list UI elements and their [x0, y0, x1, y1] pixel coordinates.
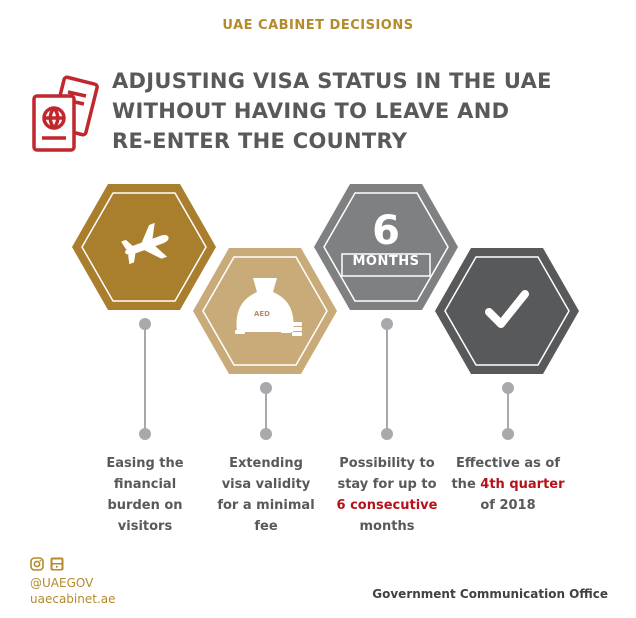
- caption-line: of 2018: [480, 498, 536, 513]
- caption-financial-burden: [85, 453, 205, 537]
- header-label: UAE CABINET DECISIONS: [222, 18, 414, 33]
- caption-line: Effective as of: [455, 456, 561, 471]
- caption-highlight: 6 consecutive: [336, 498, 438, 513]
- caption-line: Extending: [229, 456, 303, 471]
- caption-six-months: [327, 453, 447, 537]
- connector-dot: [381, 428, 393, 440]
- title-line: WITHOUT HAVING TO LEAVE AND: [112, 99, 510, 123]
- caption-line: financial: [113, 477, 177, 492]
- caption-line: visa validity: [221, 477, 311, 492]
- connector-line: [144, 324, 146, 434]
- caption-highlight: 4th quarter: [480, 477, 565, 492]
- title-line: RE-ENTER THE COUNTRY: [112, 129, 408, 153]
- months-number: 6: [372, 208, 400, 254]
- social-handle[interactable]: @UAEGOV: [30, 576, 94, 590]
- caption-line: [448, 474, 568, 495]
- connector-dot: [260, 428, 272, 440]
- caption-line: visitors: [117, 519, 173, 534]
- website-link[interactable]: uaecabinet.ae: [30, 592, 116, 606]
- caption-visa-validity: [206, 453, 326, 537]
- social-icons: [30, 557, 64, 571]
- connector-line: [386, 324, 388, 434]
- caption-line: for a minimal: [217, 498, 315, 513]
- page-title: [112, 66, 612, 156]
- caption-line: fee: [254, 519, 278, 534]
- youtube-icon[interactable]: [50, 557, 64, 571]
- caption-prefix: the: [451, 477, 481, 492]
- caption-line: months: [359, 519, 415, 534]
- caption-effective-date: [448, 453, 568, 516]
- title-line: ADJUSTING VISA STATUS IN THE UAE: [112, 69, 552, 93]
- caption-line: stay for up to: [337, 477, 437, 492]
- caption-line: Possibility to: [339, 456, 435, 471]
- instagram-icon[interactable]: [30, 557, 44, 571]
- caption-line: burden on: [107, 498, 183, 513]
- caption-line: Easing the: [106, 456, 184, 471]
- connector-dot: [139, 428, 151, 440]
- passport-ticket-icon: [28, 74, 104, 156]
- footer-office: Government Communication Office: [372, 587, 608, 601]
- months-label: MONTHS: [352, 254, 420, 269]
- connector-dot: [502, 428, 514, 440]
- hexagon-checkmark: [435, 248, 579, 374]
- aed-label: AED: [253, 310, 270, 318]
